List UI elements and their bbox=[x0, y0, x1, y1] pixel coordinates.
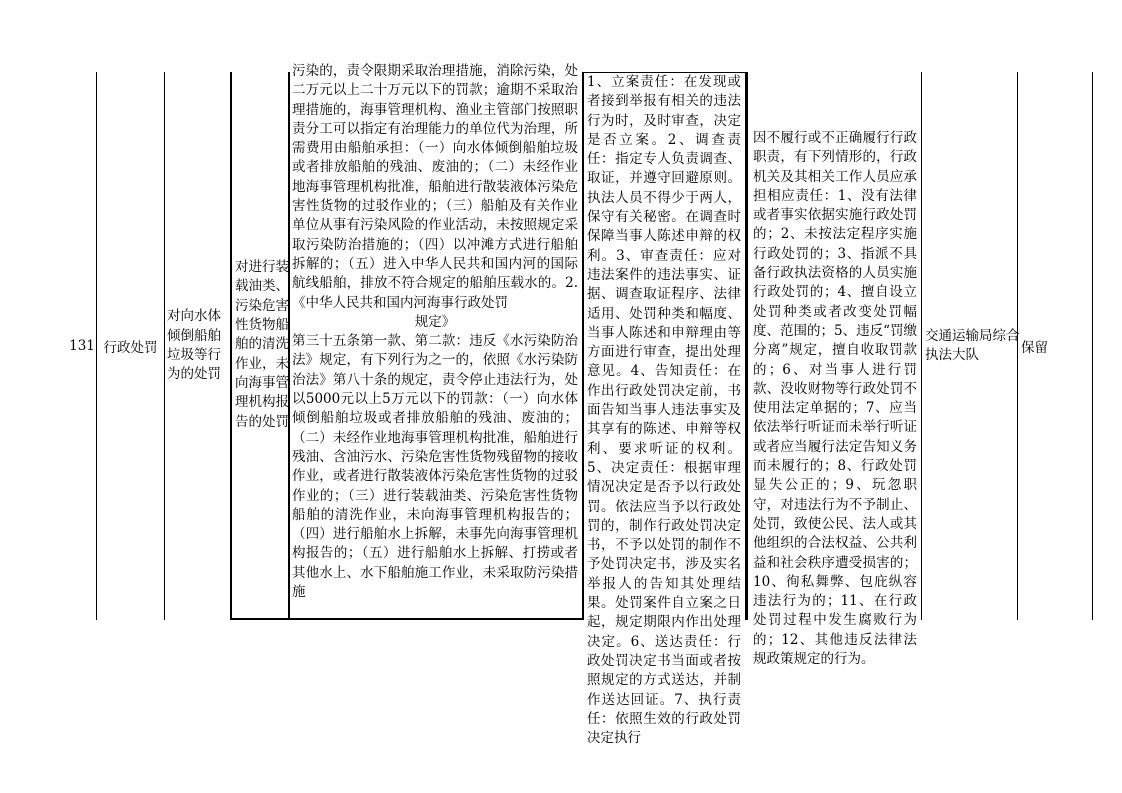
remark-text: 保留 bbox=[1021, 340, 1048, 356]
sub-item-name: 对进行装载油类、污染危害性货物船舶的清洗作业，未向海事管理机构报告的处罚 bbox=[235, 259, 289, 430]
item-name-cell bbox=[164, 72, 230, 620]
category-cell bbox=[96, 72, 164, 620]
sub-item-cell bbox=[230, 72, 288, 620]
power-list-table bbox=[68, 63, 1048, 747]
row-category: 行政处罚 bbox=[103, 340, 158, 356]
basis-title-tail: 规定》 bbox=[414, 313, 456, 330]
duty-cell bbox=[582, 72, 747, 747]
department-name: 交通运输局综合执法大队 bbox=[925, 327, 1020, 363]
accountability-cell bbox=[747, 72, 921, 668]
department-cell bbox=[921, 72, 1020, 620]
duty-text: 1、立案责任：在发现或者接到举报有相关的违法行为时，及时审查，决定是否立案。2、调查责任：指定专人负责调查、取证，并遵守回避原则。执法人员不得少于两人，保守有关秘密。在调查时保障当事人陈述申辩的权利。3、审查责任：应对违法案件的违法事实、证据、调查取证程序、法律适用、处罚种类和幅度、当事人陈述和申辩理由等方面进行审查，提出处理意见。4、告知责任：在作出行政处罚决定前，书面告知当事人违法事实及其享有的陈述、申辩等权利、要求听证的权利。5、决定责任：根据审理情况决定是否予以行政处罚。依法应当予以行政处罚的，制作行政处罚决定书，不予以处罚的制作不予处罚决定书，涉及实名举报人的告知其处理结果。处罚案件自立案之日起，规定期限内作出处理决定。6、送达责任：行政处罚决定书当面或者按照规定的方式送达，并制作送达回证。7、执行责任：依照生效的行政处罚决定执行 bbox=[587, 74, 741, 747]
index-cell bbox=[68, 72, 96, 620]
accountability-text: 因不履行或不正确履行行政职责，有下列情形的，行政机关及其相关工作人员应承担相应责任：1、没有法律或者事实依据实施行政处罚的；2、未按法定程序实施行政处罚的；3、指派不具备行政执法资格的人员实施行政处罚的；4、擅自设立处罚种类或者改变处罚幅度、范围的；5、违反“罚缴分离”规定，擅自收取罚款的；6、对当事人进行罚款、没收财物等行政处罚不使用法定单据的；7、应当依法举行听证而未举行听证或者应当履行法定告知义务而未履行的；8、行政处罚显失公正的；9、玩忽职守，对违法行为不予制止、处罚，致使公民、法人或其他组织的合法权益、公共利益和社会秩序遭受损害的；10、徇私舞弊、包庇纵容违法行为的；11、在行政处罚过程中发生腐败行为的；12、其他违反法律法规政策规定的行为。 bbox=[753, 130, 917, 668]
remark-cell bbox=[1017, 72, 1093, 620]
basis-text bbox=[292, 62, 578, 602]
row-index: 131 bbox=[69, 338, 95, 354]
item-name: 对向水体倾倒船舶垃圾等行为的处罚 bbox=[167, 308, 221, 383]
basis-text-post: 第三十五条第一款、第二款：违反《水污染防治法》规定，有下列行为之一的，依照《水污染防治法》第八十条的规定，责令停止违法行为，处以5000元以上5万元以下的罚款：（一）向水体倾倒船舶垃圾或者排放船舶的残油、废油的；（二）未经作业地海事管理机构批准，船舶进行残油、含油污水、污染危害性货物残留物的接收作业，或者进行散装液体污染危害性货物的过驳作业的；（三）进行装载油类、污染危害性货物船舶的清洗作业，未向海事管理机构报告的；（四）进行船舶水上拆解，未事先向海事管理机构报告的；（五）进行船舶水上拆解、打捞或者其他水上、水下船舶施工作业，未采取防污染措施 bbox=[292, 333, 578, 601]
basis-text-pre: 污染的，责令限期采取治理措施，消除污染，处二万元以上二十万元以下的罚款；逾期不采取治理措施的，海事管理机构、渔业主管部门按照职责分工可以指定有治理能力的单位代为治理，所需费用由船舶承担：（一）向水体倾倒船舶垃圾或者排放船舶的残油、废油的；（二）未经作业地海事管理机构批准，船舶进行散装液体污染危害性货物的过驳作业的；（三）船舶及有关作业单位从事有污染风险的作业活动，未按照规定采取污染防治措施的；（四）以冲滩方式进行船舶拆解的；（五）进入中华人民共和国内河的国际航线船舶，排放不符合规定的船舶压载水的。2.《中华人民共和国内河海事行政处罚 bbox=[292, 63, 578, 311]
basis-cell bbox=[288, 63, 582, 620]
